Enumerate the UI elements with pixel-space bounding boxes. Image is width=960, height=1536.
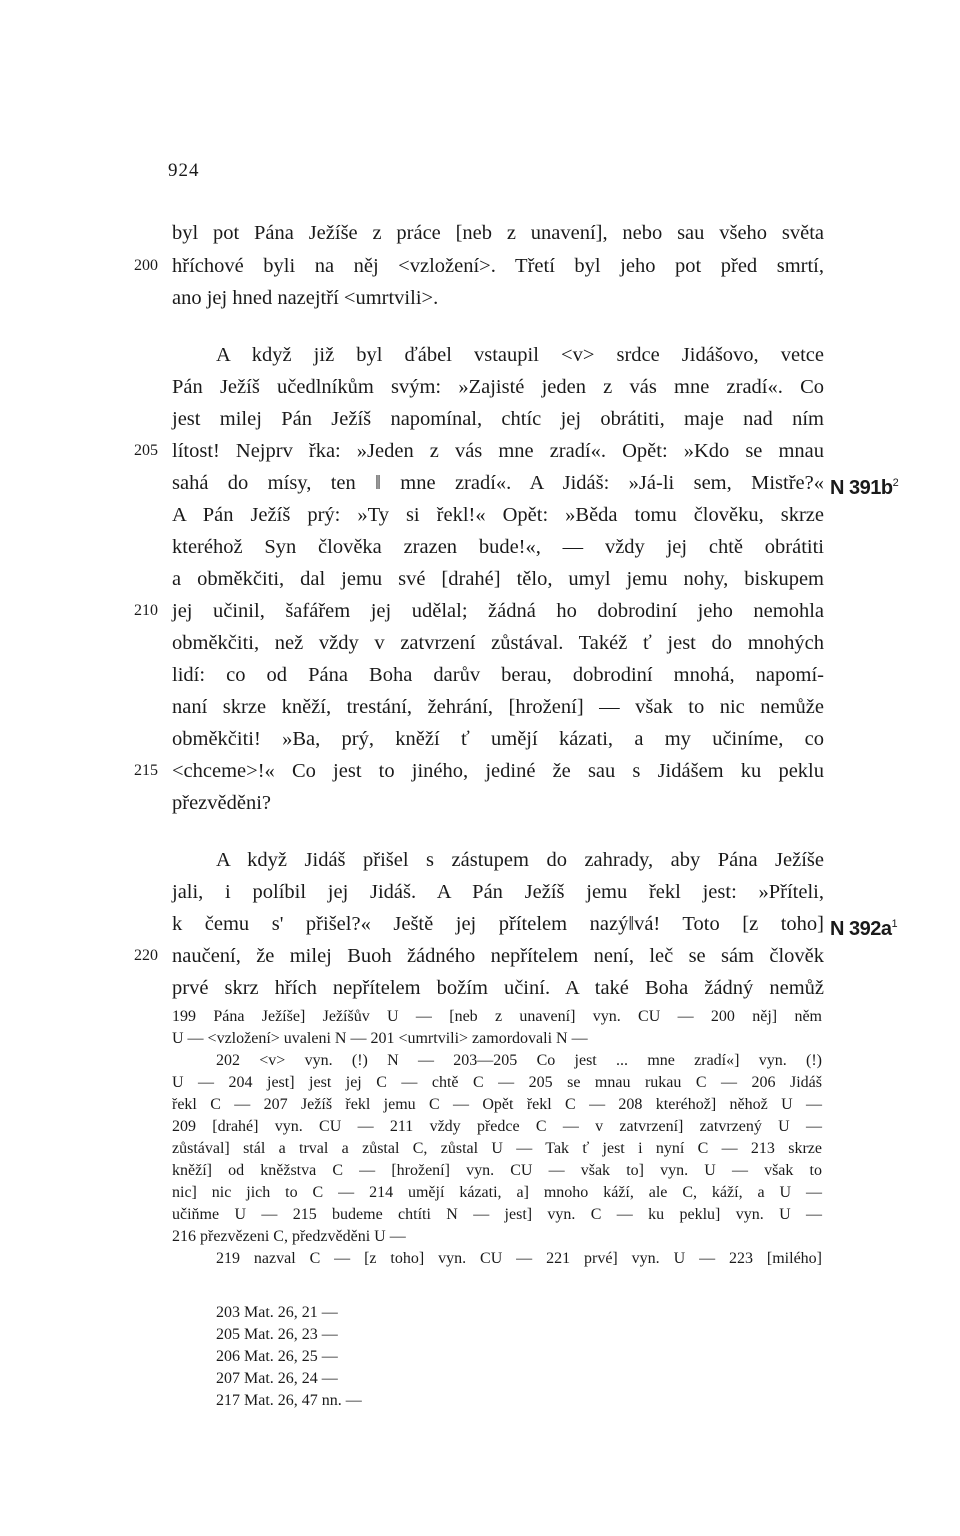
siglum-text: N 391b bbox=[830, 477, 893, 499]
line-number: 200 bbox=[134, 257, 158, 274]
apparatus-line: kněží] od kněžstva C — [hrožení] vyn. CU — však to] vyn. U — však to bbox=[172, 1162, 822, 1179]
apparatus-line: U — <vzložení> uvaleni N — 201 <umrtvili> zamordovali N — bbox=[172, 1030, 588, 1047]
reference-line: 205 Mat. 26, 23 — bbox=[216, 1326, 338, 1343]
text-line: hříchové byli na něj <vzložení>. Třetí byl jeho pot před smrtí, bbox=[172, 255, 824, 277]
text-line: lítost! Nejprv řka: »Jeden z vás mne zradí«. Opět: »Kdo se mnau bbox=[172, 440, 824, 462]
apparatus-line: U — 204 jest] jest jej C — chtě C — 205 se mnau rukau C — 206 Jidáš bbox=[172, 1074, 822, 1091]
manuscript-siglum bbox=[830, 912, 897, 941]
siglum-text: N 392a bbox=[830, 918, 892, 940]
siglum-superscript: 2 bbox=[892, 477, 899, 489]
reference-line: 203 Mat. 26, 21 — bbox=[216, 1304, 338, 1321]
apparatus-line: 199 Pána Ježíše] Ježíšův U — [neb z unavení] vyn. CU — 200 něj] něm bbox=[172, 1008, 822, 1025]
text-line: kteréhož Syn člověka zrazen bude!«, — vždy jej chtě obrátiti bbox=[172, 536, 824, 558]
line-number: 210 bbox=[134, 602, 158, 619]
manuscript-siglum bbox=[830, 471, 898, 500]
apparatus-line: 216 přezvězeni C, předzvěděni U — bbox=[172, 1228, 406, 1245]
text-line: <chceme>!« Co jest to jiného, jediné že sau s Jidášem ku peklu bbox=[172, 760, 824, 782]
line-number: 220 bbox=[134, 947, 158, 964]
text-line: naní skrze kněží, trestání, žehrání, [hrožení] — však to nic nemůže bbox=[172, 696, 824, 718]
page-number: 924 bbox=[168, 160, 200, 181]
text-line: sahá do mísy, ten ‖ mne zradí«. A Jidáš: »Já-li sem, Mistře?« bbox=[172, 472, 824, 494]
text-line: A Pán Ježíš prý: »Ty si řekl!« Opět: »Běda tomu člověku, skrze bbox=[172, 504, 824, 526]
line-number: 215 bbox=[134, 762, 158, 779]
text-line: naučení, že milej Buoh žádného nepřítelem není, leč se sám člověk bbox=[172, 945, 824, 967]
line-number: 205 bbox=[134, 442, 158, 459]
text-line: a obměkčiti, dal jemu své [drahé] tělo, umyl jemu nohy, biskupem bbox=[172, 568, 824, 590]
reference-line: 207 Mat. 26, 24 — bbox=[216, 1370, 338, 1387]
apparatus-line: učiňme U — 215 budeme chtíti N — jest] vyn. C — ku peklu] vyn. U — bbox=[172, 1206, 822, 1223]
text-line: byl pot Pána Ježíše z práce [neb z unavení], nebo sau všeho světa bbox=[172, 222, 824, 244]
apparatus-line: nic] nic jich to C — 214 umějí kázati, a] mnoho káží, ale C, káží, a U — bbox=[172, 1184, 822, 1201]
apparatus-line: řekl C — 207 Ježíš řekl jemu C — Opět řekl C — 208 kteréhož] něhož U — bbox=[172, 1096, 822, 1113]
text-line: jest milej Pán Ježíš napomínal, chtíc jej obrátiti, maje nad ním bbox=[172, 408, 824, 430]
text-line: jej učinil, šafářem jej udělal; žádná ho dobrodiní jeho nemohla bbox=[172, 600, 824, 622]
reference-line: 206 Mat. 26, 25 — bbox=[216, 1348, 338, 1365]
text-line: obměkčiti, než vždy v zatvrzení zůstával. Takéž ť jest do mnohých bbox=[172, 632, 824, 654]
text-line: jali, i políbil jej Jidáš. A Pán Ježíš jemu řekl jest: »Příteli, bbox=[172, 881, 824, 903]
reference-line: 217 Mat. 26, 47 nn. — bbox=[216, 1392, 362, 1409]
text-line: A když již byl ďábel vstaupil <v> srdce Jidášovo, vetce bbox=[216, 344, 824, 366]
apparatus-line: 202 <v> vyn. (!) N — 203—205 Co jest ... mne zradí«] vyn. (!) bbox=[216, 1052, 822, 1069]
text-line: lidí: co od Pána Boha darův berau, dobrodiní mnohá, napomí- bbox=[172, 664, 824, 686]
text-line: Pán Ježíš učedlníkům svým: »Zajisté jeden z vás mne zradí«. Co bbox=[172, 376, 824, 398]
text-line: ano jej hned nazejtří <umrtvili>. bbox=[172, 287, 439, 309]
apparatus-line: 219 nazval C — [z toho] vyn. CU — 221 prvé] vyn. U — 223 [milého] bbox=[216, 1250, 822, 1267]
text-line: A když Jidáš přišel s zástupem do zahrady, aby Pána Ježíše bbox=[216, 849, 824, 871]
text-line: obměkčiti! »Ba, prý, kněží ť umějí kázati, a my učiníme, co bbox=[172, 728, 824, 750]
apparatus-line: 209 [drahé] vyn. CU — 211 vždy předce C — v zatvrzení] zatvrzený U — bbox=[172, 1118, 822, 1135]
text-line: prvé skrz hřích nepřítelem božím učiní. A také Boha žádný nemůž bbox=[172, 977, 824, 999]
text-line: k čemu s' přišel?« Ještě jej přítelem nazý‖vá! Toto [z toho] bbox=[172, 913, 824, 935]
siglum-superscript: 1 bbox=[891, 918, 898, 930]
apparatus-line: zůstával] stál a trval a zůstal C, zůstal U — Tak ť jest i nyní C — 213 skrze bbox=[172, 1140, 822, 1157]
text-line: přezvěděni? bbox=[172, 792, 272, 814]
